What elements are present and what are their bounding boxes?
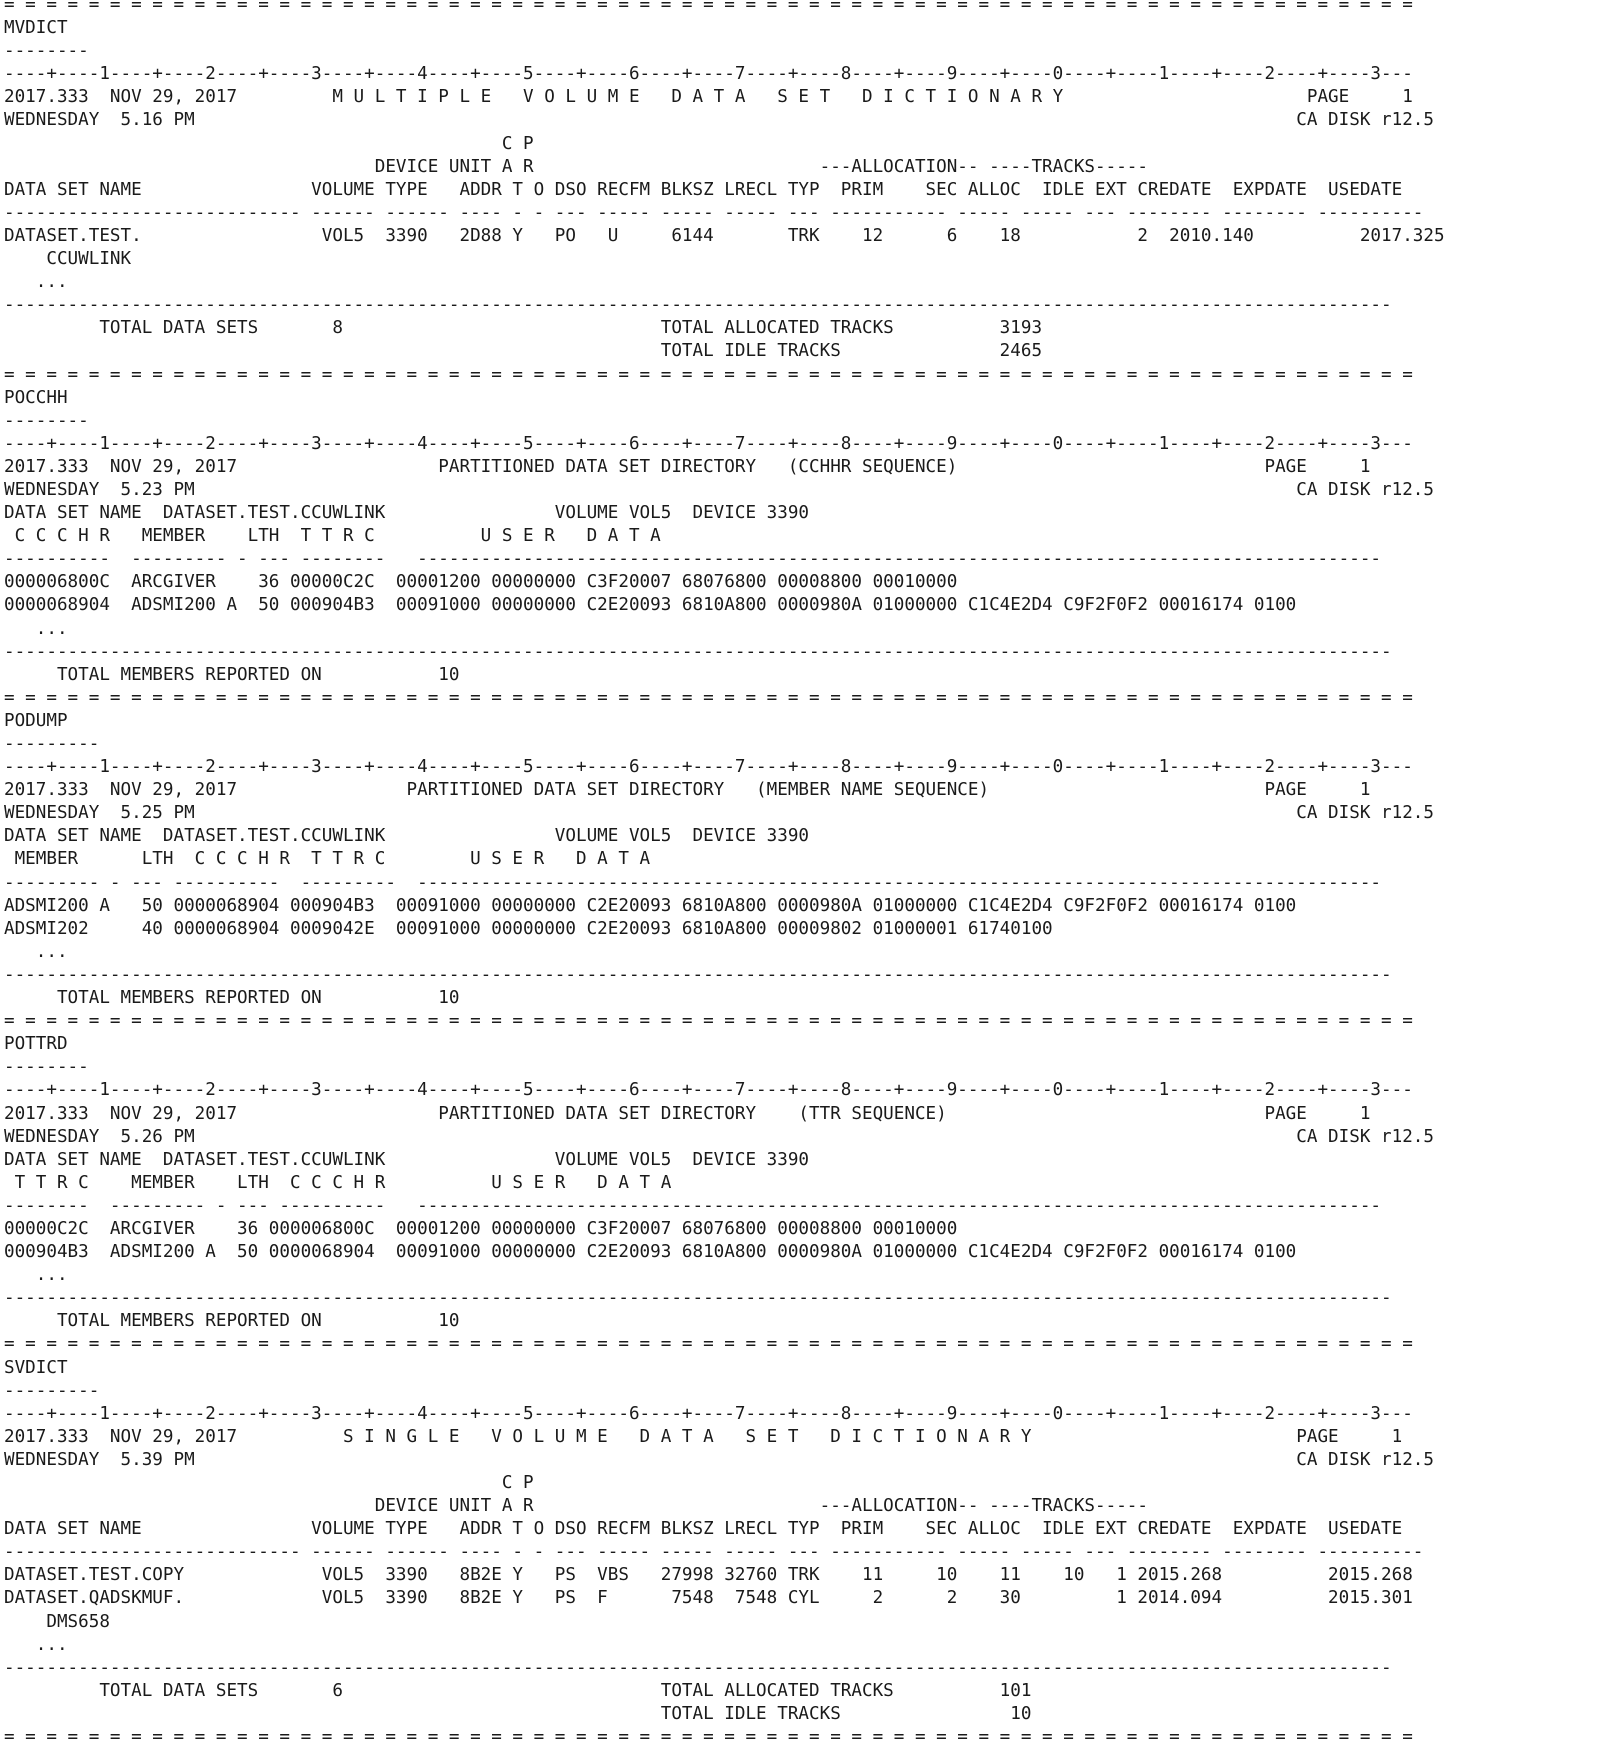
column-ruler: ----+----1----+----2----+----3----+----4----+----5----+----6----+----7----+----8----+----9----+----0----+----1----+----2----+----3--- (4, 64, 1413, 85)
report-listing (4, 0, 1604, 1749)
report-line: MEMBER LTH C C C H R T T R C U S E R D A T A (4, 849, 651, 870)
report-line: TOTAL MEMBERS REPORTED ON 10 (4, 1311, 460, 1332)
report-line: DATA SET NAME DATASET.TEST.CCUWLINK VOLUME VOL5 DEVICE 3390 (4, 503, 810, 524)
report-line: POTTRD (4, 1034, 68, 1055)
report-line: 2017.333 NOV 29, 2017 PARTITIONED DATA SET DIRECTORY (TTR SEQUENCE) PAGE 1 (4, 1103, 1371, 1124)
report-line: TOTAL MEMBERS REPORTED ON 10 (4, 988, 460, 1009)
report-line: C P (4, 133, 534, 154)
report-line: DATASET.TEST.COPY VOL5 3390 8B2E Y PS VBS 27998 32760 TRK 11 10 11 10 1 2015.268 2015.268 (4, 1565, 1413, 1586)
divider-line: --------- (4, 1380, 100, 1401)
column-ruler: ----+----1----+----2----+----3----+----4----+----5----+----6----+----7----+----8----+----9----+----0----+----1----+----2----+----3--- (4, 1080, 1413, 1101)
report-line: TOTAL IDLE TRACKS 2465 (4, 341, 1043, 362)
report-line: 00000C2C ARCGIVER 36 000006800C 00001200 00000000 C3F20007 68076800 00008800 00010000 (4, 1218, 958, 1239)
column-ruler: ----+----1----+----2----+----3----+----4----+----5----+----6----+----7----+----8----+----9----+----0----+----1----+----2----+----3--- (4, 433, 1413, 454)
report-line: DATA SET NAME DATASET.TEST.CCUWLINK VOLUME VOL5 DEVICE 3390 (4, 826, 810, 847)
report-line: ---------- --------- - --- -------- ------------------------------------------------------------------------------------------- (4, 549, 1382, 570)
report-line: DATASET.TEST. VOL5 3390 2D88 Y PO U 6144 TRK 12 6 18 2 2010.140 2017.325 (4, 225, 1445, 246)
report-line: MVDICT (4, 18, 68, 39)
report-line: 2017.333 NOV 29, 2017 M U L T I P L E V O L U M E D A T A S E T D I C T I O N A R Y PAGE 1 (4, 87, 1413, 108)
divider-line: --------- (4, 734, 100, 754)
report-line: TOTAL MEMBERS REPORTED ON 10 (4, 664, 460, 685)
report-line: 2017.333 NOV 29, 2017 S I N G L E V O L U M E D A T A S E T D I C T I O N A R Y PAGE 1 (4, 1426, 1403, 1447)
report-line: DATA SET NAME VOLUME TYPE ADDR T O DSO RECFM BLKSZ LRECL TYP PRIM SEC ALLOC IDLE EXT CREDATE EXPDATE USEDATE (4, 1519, 1403, 1540)
report-line: DMS658 (4, 1611, 110, 1632)
report-line: TOTAL DATA SETS 6 TOTAL ALLOCATED TRACKS 101 (4, 1680, 1032, 1701)
divider-line: ----------------------------------------------------------------------------------------------------------------------------------- (4, 964, 1392, 985)
divider-line: ----------------------------------------------------------------------------------------------------------------------------------- (4, 1657, 1392, 1678)
report-line: WEDNESDAY 5.25 PM CA DISK r12.5 (4, 803, 1434, 824)
report-line: ... (4, 941, 68, 962)
report-line: C P (4, 1473, 534, 1493)
section-separator: = = = = = = = = = = = = = = = = = = = = = = = = = = = = = = = = = = = = = = = = = = = = = = = = = = = = = = = = = = = = = = = = = = = (4, 1011, 1413, 1032)
report-line: 2017.333 NOV 29, 2017 PARTITIONED DATA SET DIRECTORY (MEMBER NAME SEQUENCE) PAGE 1 (4, 780, 1371, 801)
report-line: ... (4, 1634, 68, 1655)
divider-line: -------- (4, 41, 89, 62)
report-line: 000904B3 ADSMI200 A 50 0000068904 00091000 00000000 C2E20093 6810A800 0000980A 01000000 C1C4E2D4 C9F2F0F2 00016174 0100 (4, 1242, 1297, 1263)
report-line: CCUWLINK (4, 249, 132, 270)
divider-line: -------- (4, 1057, 89, 1078)
divider-line: ----------------------------------------------------------------------------------------------------------------------------------- (4, 295, 1392, 316)
report-line: TOTAL DATA SETS 8 TOTAL ALLOCATED TRACKS 3193 (4, 318, 1043, 339)
report-line: ---------------------------- ------ ------ ---- - - --- ----- ----- ----- --- ----------- ----- ----- --- -------- -------- ---------- (4, 1542, 1424, 1563)
report-line: WEDNESDAY 5.26 PM CA DISK r12.5 (4, 1126, 1434, 1147)
divider-line: -------- (4, 410, 89, 431)
section-separator: = = = = = = = = = = = = = = = = = = = = = = = = = = = = = = = = = = = = = = = = = = = = = = = = = = = = = = = = = = = = = = = = = = = (4, 687, 1413, 708)
report-line: ADSMI202 40 0000068904 0009042E 00091000 00000000 C2E20093 6810A800 00009802 01000001 61740100 (4, 918, 1053, 939)
report-line: DATA SET NAME VOLUME TYPE ADDR T O DSO RECFM BLKSZ LRECL TYP PRIM SEC ALLOC IDLE EXT CREDATE EXPDATE USEDATE (4, 179, 1403, 200)
report-line: WEDNESDAY 5.16 PM CA DISK r12.5 (4, 110, 1434, 131)
report-line: 2017.333 NOV 29, 2017 PARTITIONED DATA SET DIRECTORY (CCHHR SEQUENCE) PAGE 1 (4, 456, 1371, 477)
column-ruler: ----+----1----+----2----+----3----+----4----+----5----+----6----+----7----+----8----+----9----+----0----+----1----+----2----+----3--- (4, 757, 1413, 778)
report-line: 0000068904 ADSMI200 A 50 000904B3 00091000 00000000 C2E20093 6810A800 0000980A 01000000 C1C4E2D4 C9F2F0F2 00016174 0100 (4, 595, 1297, 616)
report-line: WEDNESDAY 5.23 PM CA DISK r12.5 (4, 479, 1434, 500)
report-line: TOTAL IDLE TRACKS 10 (4, 1703, 1032, 1724)
report-line: 000006800C ARCGIVER 36 00000C2C 00001200 00000000 C3F20007 68076800 00008800 00010000 (4, 572, 958, 593)
report-line: --------- - --- ---------- --------- ------------------------------------------------------------------------------------------- (4, 872, 1382, 893)
section-separator: = = = = = = = = = = = = = = = = = = = = = = = = = = = = = = = = = = = = = = = = = = = = = = = = = = = = = = = = = = = = = = = = = = = (4, 1334, 1413, 1355)
report-line: DEVICE UNIT A R ---ALLOCATION-- ----TRACKS----- (4, 156, 1148, 177)
report-line: WEDNESDAY 5.39 PM CA DISK r12.5 (4, 1449, 1434, 1470)
report-line: ---------------------------- ------ ------ ---- - - --- ----- ----- ----- --- ----------- ----- ----- --- -------- -------- ---------- (4, 202, 1424, 223)
report-line: POCCHH (4, 387, 68, 408)
report-line: DATASET.QADSKMUF. VOL5 3390 8B2E Y PS F 7548 7548 CYL 2 2 30 1 2014.094 2015.301 (4, 1588, 1413, 1609)
section-separator: = = = = = = = = = = = = = = = = = = = = = = = = = = = = = = = = = = = = = = = = = = = = = = = = = = = = = = = = = = = = = = = = = = = (4, 0, 1413, 15)
divider-line: ----------------------------------------------------------------------------------------------------------------------------------- (4, 1288, 1392, 1309)
column-ruler: ----+----1----+----2----+----3----+----4----+----5----+----6----+----7----+----8----+----9----+----0----+----1----+----2----+----3--- (4, 1403, 1413, 1424)
section-separator: = = = = = = = = = = = = = = = = = = = = = = = = = = = = = = = = = = = = = = = = = = = = = = = = = = = = = = = = = = = = = = = = = = = (4, 364, 1413, 385)
report-line: DATA SET NAME DATASET.TEST.CCUWLINK VOLUME VOL5 DEVICE 3390 (4, 1149, 810, 1170)
report-line: ADSMI200 A 50 0000068904 000904B3 00091000 00000000 C2E20093 6810A800 0000980A 01000000 C1C4E2D4 C9F2F0F2 00016174 0100 (4, 895, 1297, 916)
report-line: C C C H R MEMBER LTH T T R C U S E R D A T A (4, 526, 661, 547)
report-line: ... (4, 618, 68, 639)
divider-line: ----------------------------------------------------------------------------------------------------------------------------------- (4, 641, 1392, 662)
report-line: -------- --------- - --- ---------- ------------------------------------------------------------------------------------------- (4, 1195, 1382, 1216)
report-line: ... (4, 1265, 68, 1286)
report-line: PODUMP (4, 710, 68, 731)
report-line: T T R C MEMBER LTH C C C H R U S E R D A T A (4, 1172, 672, 1193)
report-line: DEVICE UNIT A R ---ALLOCATION-- ----TRACKS----- (4, 1496, 1148, 1517)
report-line: ... (4, 272, 68, 293)
report-line: SVDICT (4, 1357, 68, 1378)
section-separator: = = = = = = = = = = = = = = = = = = = = = = = = = = = = = = = = = = = = = = = = = = = = = = = = = = = = = = = = = = = = = = = = = = = (4, 1727, 1413, 1748)
